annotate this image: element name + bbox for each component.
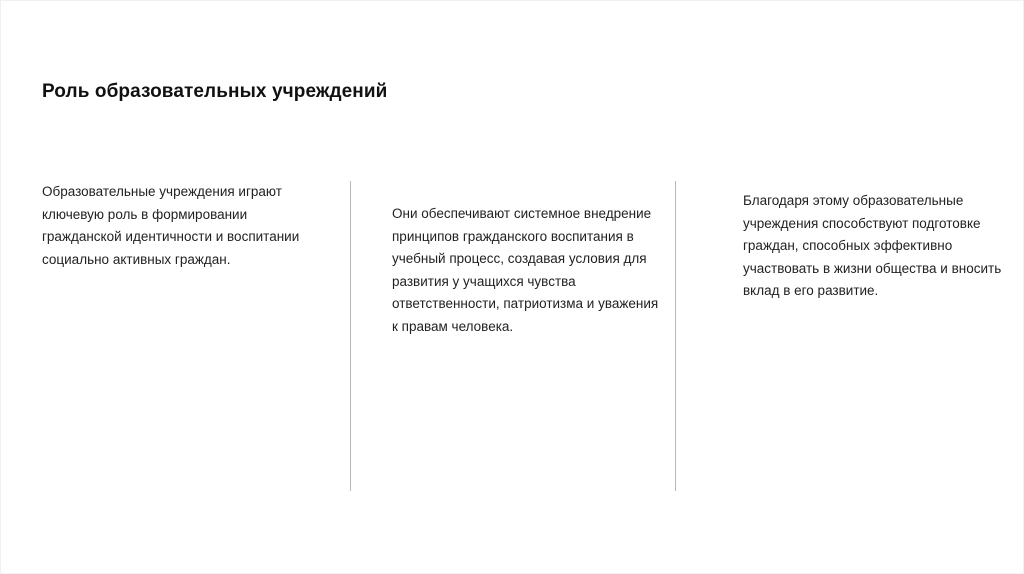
- column-1-text: Образовательные учреждения играют ключевую роль в формировании гражданской идентичности и воспитании социально активных граждан.: [42, 184, 300, 267]
- slide-title: Роль образовательных учреждений: [42, 81, 388, 102]
- column-2-text: Они обеспечивают системное внедрение принципов гражданского воспитания в учебный процесс, создавая условия для развития у учащихся чувства ответственности, патриотизма и уважения к правам человека.: [392, 206, 659, 334]
- column-divider-2: [675, 181, 676, 491]
- column-3-text: Благодаря этому образовательные учреждения способствуют подготовке граждан, способных эффективно участвовать в жизни общества и вносить вклад в его развитие.: [743, 193, 1002, 298]
- column-divider-1: [350, 181, 351, 491]
